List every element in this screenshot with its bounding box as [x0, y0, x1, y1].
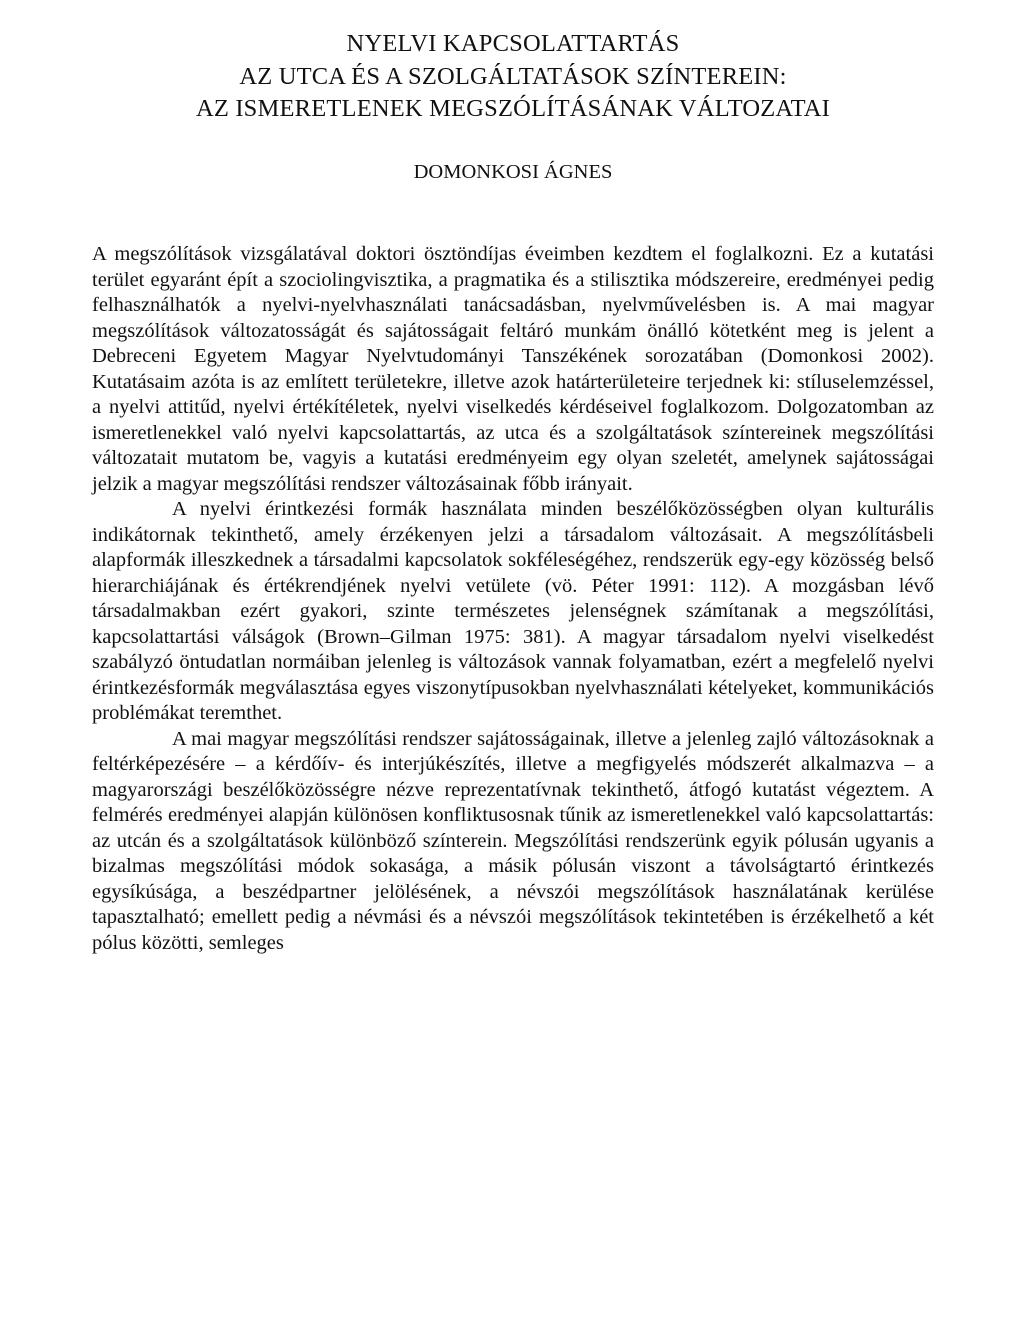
author-name: DOMONKOSI ÁGNES — [413, 161, 613, 183]
title-line-2: AZ UTCA ÉS A SZOLGÁLTATÁSOK SZÍNTEREIN: — [239, 62, 787, 90]
document-page — [92, 28, 934, 954]
paragraph-1: A megszólítások vizsgálatával doktori ösztöndíjas éveimben kezdtem el foglalkozni. Ez a kutatási terület egyaránt épít a szociolingvisztika, a pragmatika és a stilisztika módszereire, eredményei pedig felhasználhatók a nyelvi-nyelvhasználati tanácsadásban, nyelvművelésben is. A mai magyar megszólítások változatosságát és sajátosságait feltáró munkám önálló kötetként meg is jelent a Debreceni Egyetem Magyar Nyelvtudományi Tanszékének sorozatában (Domonkosi 2002). Kutatásaim azóta is az említett területekre, illetve azok határterületeire terjednek ki: stíluselemzéssel, a nyelvi attitűd, nyelvi értékítéletek, nyelvi viselkedés kérdéseivel foglalkozom. Dolgozatomban az ismeretlenekkel való nyelvi kapcsolattartás, az utca és a szolgáltatások színtereinek megszólítási változatait mutatom be, vagyis a kutatási eredményeim egy olyan szeletét, amelynek sajátosságai jelzik a magyar megszólítási rendszer változásainak főbb irányait. — [92, 243, 934, 495]
paragraph-3: A mai magyar megszólítási rendszer sajátosságainak, illetve a jelenleg zajló változásoknak a feltérképezésére – a kérdőív- és interjúkészítés, illetve a megfigyelés módszerét alkalmazva – a magyarországi beszélőközösségre nézve reprezentatívnak tekinthető, átfogó kutatást végeztem. A felmérés eredményei alapján különösen konfliktusosnak tűnik az ismeretlenekkel való kapcsolattartás: az utcán és a szolgáltatások különböző színterein. Megszólítási rendszerünk egyik pólusán ugyanis a bizalmas megszólítási módok sokasága, a másik pólusán viszont a távolságtartó érintkezés egysíkúsága, a beszédpartner jelölésének, a névszói megszólítások használatának kerülése tapasztalható; emellett pedig a névmási és a névszói megszólítások tekintetében is érzékelhető a két pólus közötti, semleges — [92, 727, 934, 954]
article-body — [92, 242, 934, 956]
article-title — [92, 28, 934, 126]
title-line-3: AZ ISMERETLENEK MEGSZÓLÍTÁSÁNAK VÁLTOZATAI — [195, 95, 831, 122]
paragraph-2: A nyelvi érintkezési formák használata minden beszélőközösségben olyan kulturális indikátornak tekinthető, amely érzékenyen jelzi a társadalom változásait. A megszólításbeli alapformák illeszkednek a társadalmi kapcsolatok sokféleségéhez, rendszerük egy-egy közösség belső hierarchiájának és értékrendjének nyelvi vetülete (vö. Péter 1991: 112). A mozgásban lévő társadalmakban ezért gyakori, szinte természetes jelenségnek számítanak a megszólítási, kapcsolattartási válságok (Brown–Gilman 1975: 381). A magyar társadalom nyelvi viselkedést szabályzó öntudatlan normáiban jelenleg is változások vannak folyamatban, ezért a megfelelő nyelvi érintkezésformák megválasztása egyes viszonytípusokban nyelvhasználati kételyeket, kommunikációs problémákat teremthet. — [92, 498, 934, 724]
title-line-1: NYELVI KAPCSOLATTARTÁS — [346, 30, 680, 57]
